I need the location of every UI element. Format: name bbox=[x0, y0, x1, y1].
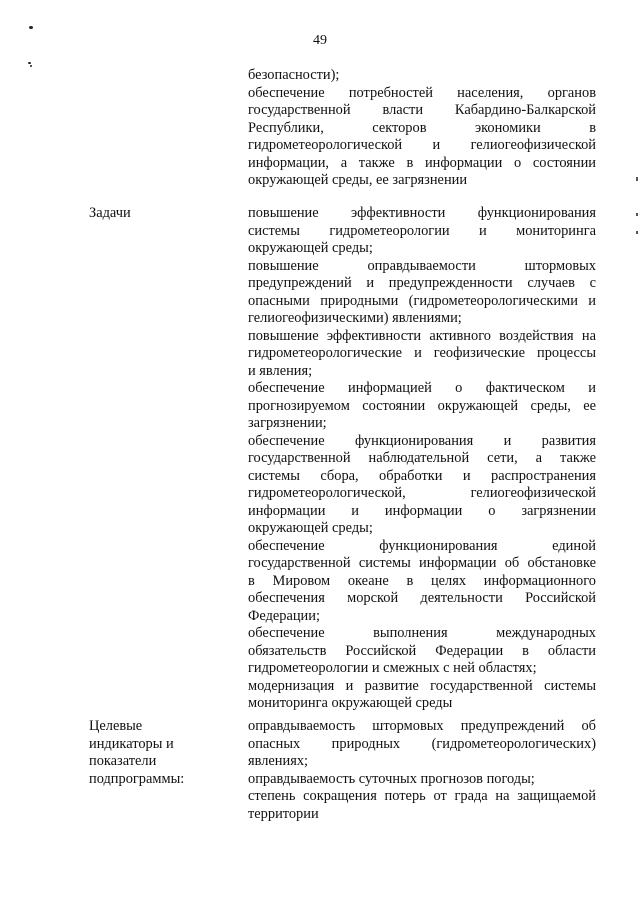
text-line: информации, а также в информации о состоянии bbox=[248, 154, 596, 171]
text-line: гидрометеорологической, гелиогеофизической bbox=[248, 485, 596, 501]
label-line: индикаторы и bbox=[89, 735, 174, 752]
text-line: окружающей среды; bbox=[248, 520, 373, 536]
text-line: гидрометеорологической и гелиогеофизической bbox=[248, 137, 596, 153]
text-line: оправдываемость штормовых предупреждений об bbox=[248, 718, 596, 734]
page-number: 49 bbox=[313, 33, 327, 48]
text-line: гидрометеорологии и смежных с ней областях; bbox=[248, 660, 537, 676]
label-line: показатели bbox=[89, 753, 157, 769]
text-line: окружающей среды; bbox=[248, 240, 373, 256]
text-line: опасными природными (гидрометеорологическими и bbox=[248, 292, 596, 309]
text-line: территории bbox=[248, 805, 319, 822]
text-line: в Мировом океане в целях информационного bbox=[248, 572, 596, 589]
text-line: опасных природных (гидрометеорологических) bbox=[248, 735, 596, 752]
goals-continuation bbox=[248, 67, 596, 190]
text-line: информации и информации о загрязнении bbox=[248, 502, 596, 519]
scan-edge-mark bbox=[636, 213, 638, 216]
text-line: повышение эффективности функционирования bbox=[248, 205, 596, 221]
text-line: системы гидрометеорологии и мониторинга bbox=[248, 222, 596, 239]
text-line: оправдываемость суточных прогнозов погоды; bbox=[248, 770, 535, 787]
text-line: безопасности); bbox=[248, 67, 340, 83]
text-line: обеспечение функционирования единой bbox=[248, 537, 596, 554]
label-line: Целевые bbox=[89, 718, 143, 734]
text-line: обязательств Российской Федерации в области bbox=[248, 642, 596, 659]
scan-edge-mark bbox=[636, 231, 638, 234]
text-line: системы сбора, обработки и распространения bbox=[248, 467, 596, 484]
text-line: мониторинга окружающей среды bbox=[248, 695, 453, 711]
text-line: обеспечение функционирования и развития bbox=[248, 432, 596, 449]
text-line: обеспечение выполнения международных bbox=[248, 625, 596, 641]
scan-edge-mark bbox=[636, 177, 638, 181]
label-line: подпрограммы: bbox=[89, 770, 185, 787]
text-line: повышение эффективности активного воздействия на bbox=[248, 327, 596, 344]
text-line: модернизация и развитие государственной системы bbox=[248, 677, 596, 694]
scan-speck bbox=[28, 62, 31, 64]
text-line: гидрометеорологические и геофизические процессы bbox=[248, 345, 596, 361]
text-line: предупреждений и предупрежденности случаев с bbox=[248, 275, 596, 291]
text-line: загрязнении; bbox=[248, 415, 327, 431]
text-line: явлениях; bbox=[248, 753, 309, 769]
text-line: государственной наблюдательной сети, а также bbox=[248, 450, 596, 466]
text-line: государственной власти Кабардино-Балкарской bbox=[248, 102, 596, 118]
text-line: обеспечение потребностей населения, органов bbox=[248, 84, 596, 101]
tasks-label: Задачи bbox=[89, 205, 131, 221]
text-line: обеспечение информацией о фактическом и bbox=[248, 380, 596, 396]
text-line: государственной системы информации об обстановке bbox=[248, 555, 596, 571]
text-line: обеспечения морской деятельности Российской bbox=[248, 590, 596, 606]
text-line: прогнозируемом состоянии окружающей среды, ее bbox=[248, 397, 596, 414]
scan-speck bbox=[29, 26, 33, 29]
text-line: Республики, секторов экономики в bbox=[248, 119, 596, 136]
text-line: степень сокращения потерь от града на защищаемой bbox=[248, 788, 596, 804]
text-line: и явления; bbox=[248, 362, 313, 379]
indicators-label bbox=[89, 718, 229, 788]
indicators-text bbox=[248, 718, 596, 823]
text-line: окружающей среды, ее загрязнении bbox=[248, 172, 468, 188]
tasks-text bbox=[248, 205, 596, 713]
text-line: Федерации; bbox=[248, 607, 320, 624]
text-line: повышение оправдываемости штормовых bbox=[248, 257, 596, 274]
scan-speck bbox=[30, 65, 32, 67]
text-line: гелиогеофизическими) явлениями; bbox=[248, 310, 462, 326]
